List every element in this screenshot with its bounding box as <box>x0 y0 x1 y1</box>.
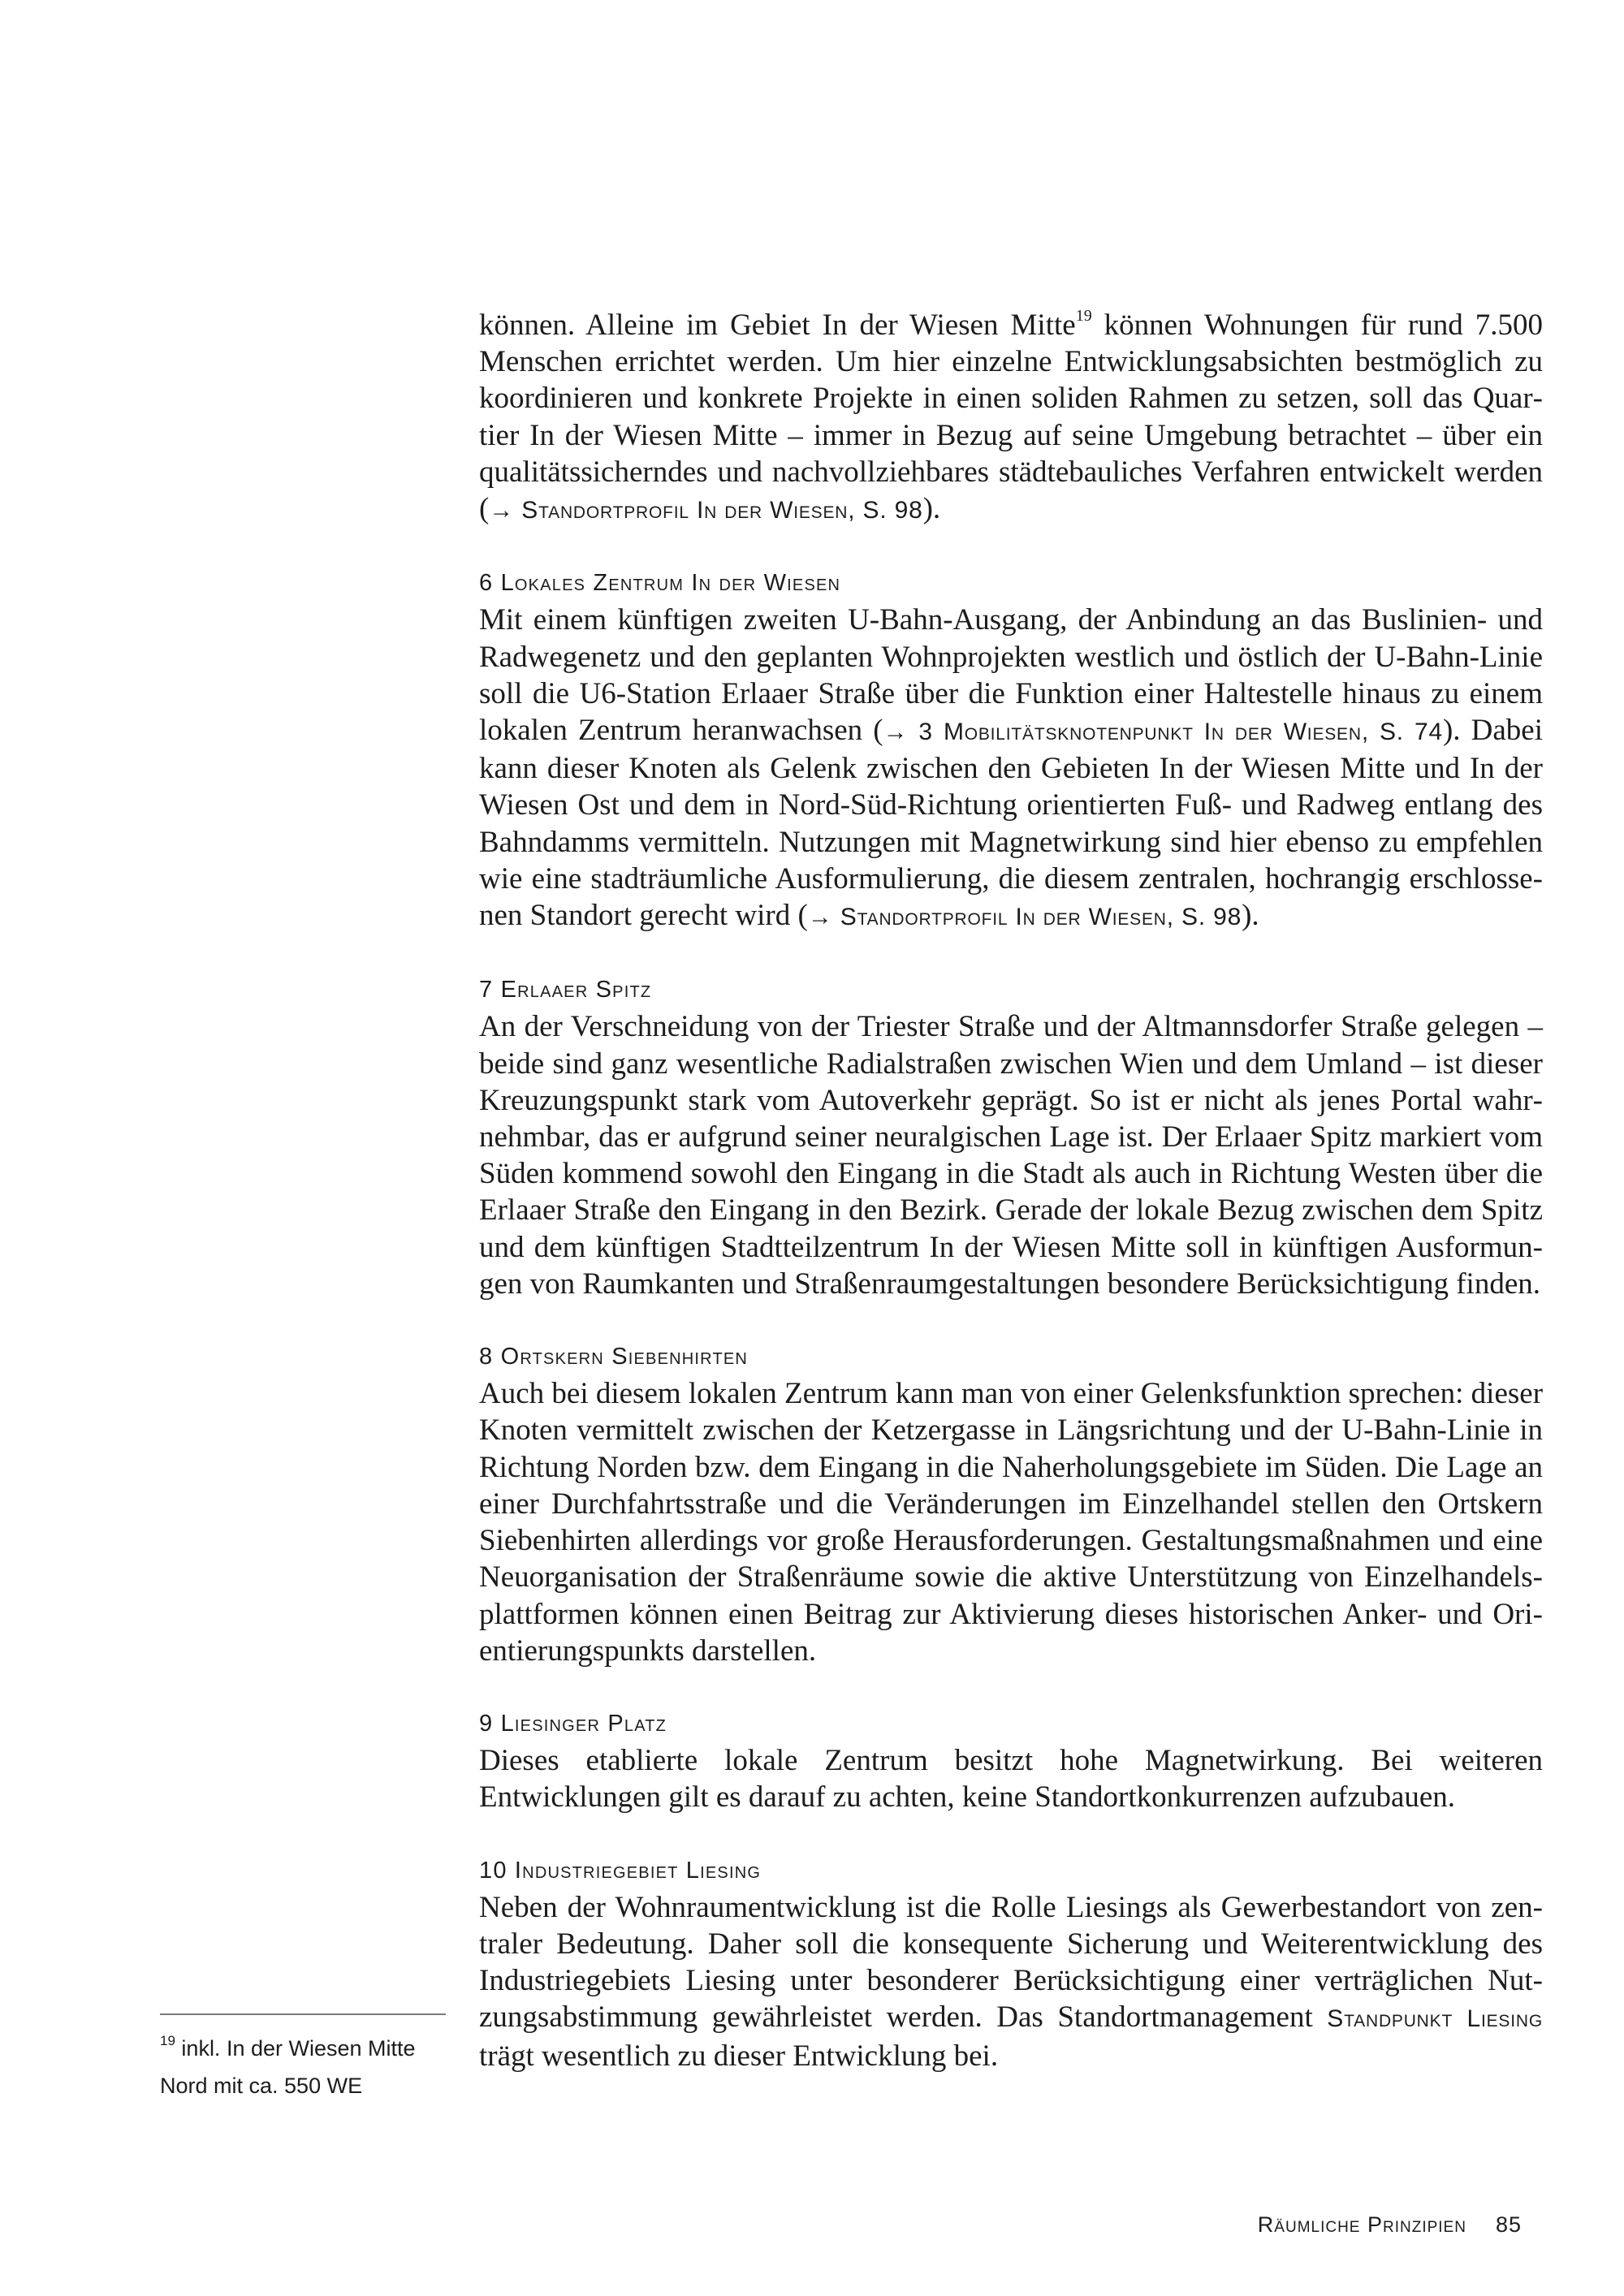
section-text-3: ). <box>1242 899 1259 933</box>
section-text-2: ). Dabei kann dieser Knoten als Gelenk zwischen den Gebieten In der Wiesen Mitte und In der Wiesen Ost und dem in Nord-Süd-Richtung orientierten Fuß- und Radweg entlang des Bahndamms vermitteln. Nutzungen mit Magnetwirkung sind hier ebenso zu empfehlen wie eine stadträumliche Ausformulierung, die diesem zentralen, hochrangig erschlossenen Standort gerecht wird ( <box>479 714 1543 933</box>
section-paragraph: Auch bei diesem lokalen Zentrum kann man von einer Gelenksfunktion sprechen: dieser Knoten vermittelt zwischen der Ketzergasse in Längsrichtung und der U-Bahn-Linie in Richtung Norden bzw. dem Eingang in die Naherholungsgebiete im Süden. Die Lage an einer Durchfahrtsstraße und die Veränderungen im Einzelhandel stellen den Ortskern Siebenhirten allerdings vor große Herausforderungen. Gestaltungsmaßnahmen und eine Neuorganisation der Straßenräume sowie die aktive Unterstützung von Einzelhandelsplattformen können einen Beitrag zur Aktivierung dieses historischen Anker- und Orientierungspunkts darstellen. <box>479 1377 1544 1668</box>
intro-text-3: ). <box>922 492 941 526</box>
footnote-reference: 19 <box>1075 306 1092 325</box>
section-paragraph <box>479 602 1543 935</box>
organization-name: Standpunkt Liesing <box>1327 2005 1543 2033</box>
section-9 <box>479 1706 1543 1816</box>
section-8 <box>479 1339 1543 1669</box>
section-heading: 6 Lokales Zentrum In der Wiesen <box>479 570 841 597</box>
footnote-divider <box>160 2013 446 2015</box>
intro-text-2: können Wohnungen für rund 7.500 Menschen errichtet werden. Um hier einzelne Entwicklungsabsichten bestmöglich zu koordinieren und konkrete Projekte in einen soliden Rahmen zu setzen, soll das Quartier In der Wiesen Mitte – immer in Bezug auf seine Umgebung betrachtet – über ein qualitätssicherndes und nachvollziehbares städtebauliches Verfahren entwickelt werden ( <box>479 309 1543 526</box>
intro-paragraph <box>479 307 1543 529</box>
section-paragraph: Dieses etablierte lokale Zentrum besitzt hohe Magnetwirkung. Bei weiteren Entwicklungen gilt es darauf zu achten, keine Standortkonkurrenzen aufzubauen. <box>479 1744 1543 1815</box>
section-text-1: Neben der Wohnraumentwicklung ist die Rolle Liesings als Gewerbestandort von zentraler Bedeutung. Daher soll die konsequente Sicherung und Weiterentwicklung des Industriegebiets Liesing unter besonderer Berücksichtigung einer verträglichen Nutzungsabstimmung gewährleistet werden. Das Standortmanagement <box>479 1890 1543 2035</box>
section-7 <box>479 972 1543 1302</box>
section-paragraph: An der Verschneidung von der Triester Straße und der Altmannsdorfer Straße gelegen – beide sind ganz wesentliche Radialstraßen zwischen Wien und dem Umland – ist dieser Kreuzungspunkt stark vom Autoverkehr geprägt. So ist er nicht als jenes Portal wahrnehmbar, das er aufgrund seiner neuralgischen Lage ist. Der Erlaaer Spitz markiert vom Süden kommend sowohl den Eingang in die Stadt als auch in Richtung Westen über die Erlaaer Straße den Eingang in den Bezirk. Gerade der lokale Bezug zwischen dem Spitz und dem künftigen Stadtteilzentrum In der Wiesen Mitte soll in künftigen Ausformungen von Raumkanten und Straßenraumgestaltungen besondere Berücksichtigung finden. <box>479 1010 1543 1301</box>
cross-reference: → Standortprofil In der Wiesen, S. 98 <box>807 904 1242 931</box>
section-heading: 8 Ortskern Siebenhirten <box>479 1344 749 1370</box>
intro-text-1: können. Alleine im Gebiet In der Wiesen Mitte <box>479 309 1076 342</box>
footnote <box>160 2030 452 2104</box>
section-text-1: Mit einem künftigen zweiten U-Bahn-Ausgang, der Anbindung an das Buslinien- und Radwegenetz und den geplanten Wohnprojekten westlich und östlich der U-Bahn-Linie soll die U6-Station Erlaaer Straße über die Funktion einer Haltestelle hinaus zu einem lokalen Zentrum heranwachsen ( <box>479 603 1543 748</box>
section-heading: 7 Erlaaer Spitz <box>479 977 652 1003</box>
cross-reference: → 3 Mobilitätsknotenpunkt In der Wiesen, S. 74 <box>883 719 1443 746</box>
page-number: 85 <box>1495 2212 1522 2237</box>
footnote-number: 19 <box>160 2033 175 2048</box>
section-paragraph <box>479 1889 1543 2074</box>
section-heading: 9 Liesinger Platz <box>479 1710 667 1737</box>
section-heading: 10 Industriegebiet Liesing <box>479 1857 762 1884</box>
cross-reference: → Standortprofil In der Wiesen, S. 98 <box>489 497 923 524</box>
section-text-2: trägt wesentlich zu dieser Entwicklung bei. <box>479 2039 999 2073</box>
main-text <box>479 307 1543 2074</box>
section-10 <box>479 1853 1543 2074</box>
section-6 <box>479 565 1543 935</box>
running-footer <box>1258 2212 1522 2238</box>
footnote-text: inkl. In der Wiesen Mitte Nord mit ca. 550 WE <box>160 2036 416 2098</box>
chapter-title: Räumliche Prinzipien <box>1257 2212 1466 2237</box>
